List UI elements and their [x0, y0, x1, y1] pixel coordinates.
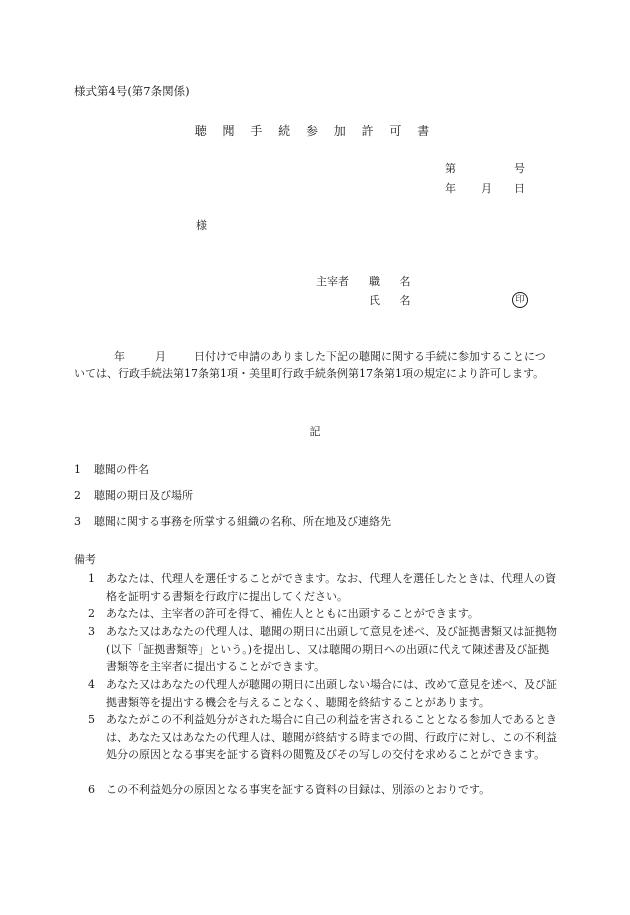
date-year-label: 年 [445, 182, 456, 195]
note-text: あなた又はあなたの代理人は、聴聞の期日に出頭して意見を述べ、及び証拠書類又は証拠物(以下「証拠書類等」という。)を提出し、又は聴聞の期日への出頭に代えて陳述書及び証拠書類等を主宰者に提出することができます。 [106, 625, 557, 673]
body-year-label: 年 [114, 350, 125, 363]
list-item [74, 464, 149, 475]
remark-note [88, 676, 558, 711]
item-number: 2 [74, 489, 81, 502]
remarks-heading: 備考 [74, 553, 96, 566]
list-item [74, 490, 193, 501]
remark-note [88, 623, 558, 676]
item-text: 聴聞の期日及び場所 [94, 489, 193, 502]
doc-number-label: 第 [445, 162, 456, 175]
recipient-honorific: 様 [196, 219, 207, 232]
ki-heading: 記 [309, 425, 321, 438]
note-number: 6 [88, 783, 95, 796]
item-number: 3 [74, 515, 81, 528]
form-number: 様式第4号(第7条関係) [74, 84, 190, 98]
body-paragraph [74, 348, 556, 382]
document-title: 聴 聞 手 続 参 加 許 可 書 [194, 124, 436, 138]
note-text: あなたがこの不利益処分がされた場合に自己の利益を害されることとなる参加人であるときは、あなた又はあなたの代理人は、聴聞が終結する時までの間、行政庁に対し、この不利益処分の原因となる事実を証する資料の閲覧及びその写しの交付を求めることができます。 [106, 713, 557, 761]
list-item [74, 516, 391, 527]
note-number: 3 [88, 625, 95, 638]
item-number: 1 [74, 463, 81, 476]
seal-mark: 印 [512, 292, 528, 308]
doc-number-unit: 号 [514, 162, 525, 175]
date-day-label: 日 [514, 182, 525, 195]
remark-note [88, 570, 558, 605]
item-text: 聴聞に関する事務を所掌する組織の名称、所在地及び連絡先 [94, 515, 391, 528]
note-number: 5 [88, 713, 95, 726]
body-text: 日付けで申請のありました下記の聴聞に関する手続に参加することについては、行政手続法第17条第1項・美里町行政手続条例第17条第1項の規定により許可します。 [74, 350, 546, 380]
item-text: 聴聞の件名 [94, 463, 149, 476]
note-text: この不利益処分の原因となる事実を証する資料の目録は、別添のとおりです。 [106, 783, 491, 796]
remark-note [88, 605, 558, 623]
issuer-role: 主宰者 [316, 275, 349, 288]
remark-note [88, 781, 558, 799]
issuer-name-label: 氏 名 [369, 294, 419, 307]
note-number: 2 [88, 607, 95, 620]
body-month-label: 月 [155, 350, 166, 363]
note-text: あなたは、主宰者の許可を得て、補佐人とともに出頭することができます。 [106, 607, 479, 620]
issuer-title-label: 職 名 [369, 275, 419, 288]
note-number: 4 [88, 678, 95, 691]
note-text: あなた又はあなたの代理人が聴聞の期日に出頭しない場合には、改めて意見を述べ、及び証拠書類等を提出する機会を与えることなく、聴聞を終結することがあります。 [106, 678, 557, 709]
date-month-label: 月 [481, 182, 492, 195]
note-text: あなたは、代理人を選任することができます。なお、代理人を選任したときは、代理人の資格を証明する書類を行政庁に提出してください。 [106, 572, 557, 603]
note-number: 1 [88, 572, 95, 585]
remark-note [88, 711, 558, 764]
